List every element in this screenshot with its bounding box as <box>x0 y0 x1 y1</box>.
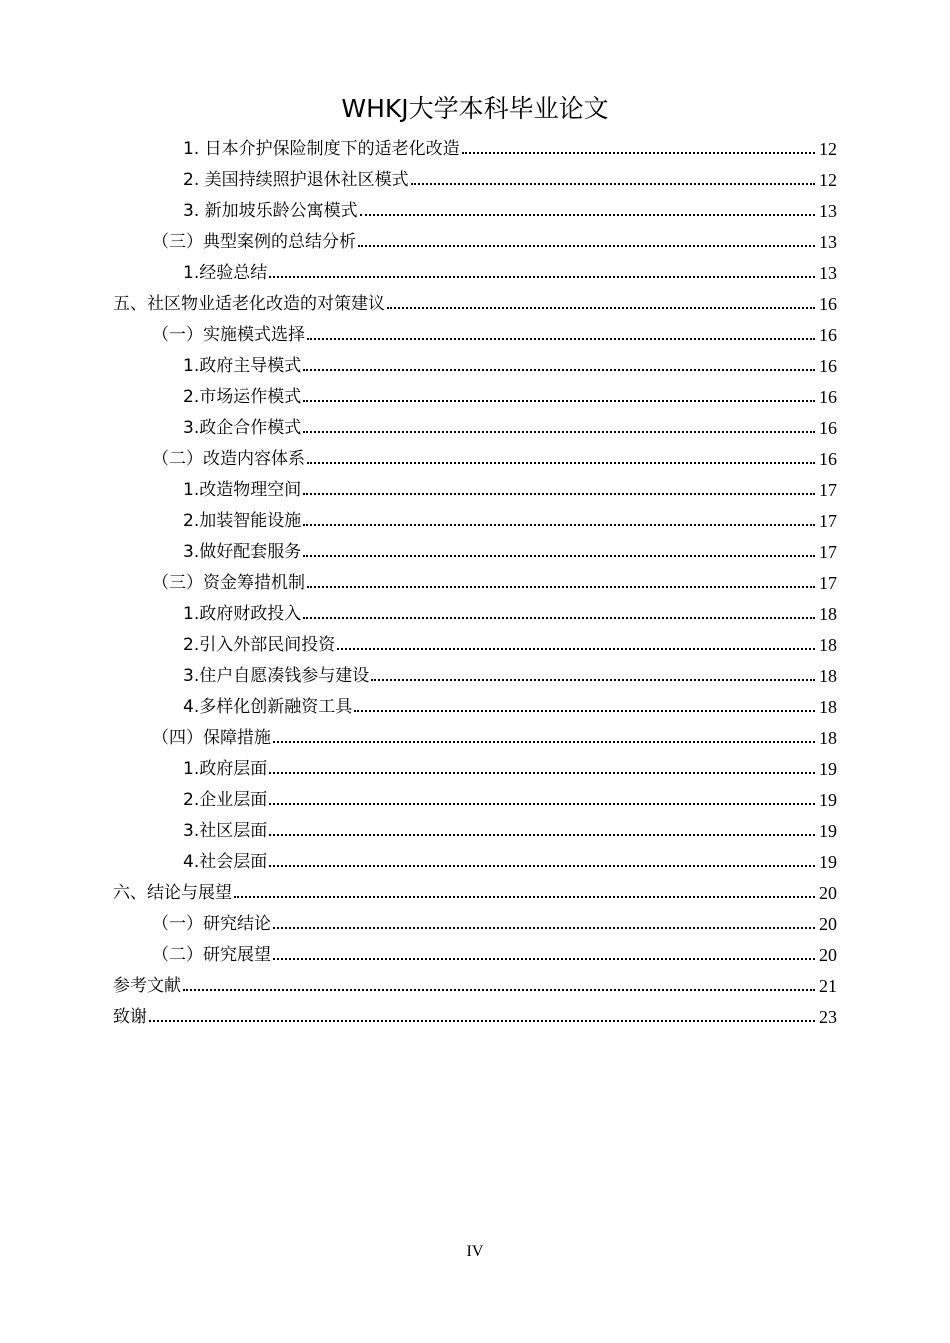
toc-entry-page-number: 21 <box>819 976 837 996</box>
toc-entry-page-number: 18 <box>819 666 837 686</box>
toc-leader-dots <box>303 400 815 402</box>
toc-entry[interactable] <box>152 909 837 940</box>
toc-entry-page-number: 16 <box>819 449 837 469</box>
toc-leader-dots <box>234 896 815 898</box>
toc-entry-title: （二）研究展望 <box>152 945 271 965</box>
toc-entry-title: 4.多样化创新融资工具 <box>183 697 353 717</box>
toc-entry-page-number: 18 <box>819 604 837 624</box>
toc-entry[interactable] <box>183 165 837 196</box>
toc-entry[interactable] <box>183 134 837 165</box>
toc-entry-title: 五、社区物业适老化改造的对策建议 <box>113 294 385 314</box>
toc-leader-dots <box>354 710 815 712</box>
toc-entry-title: 2.市场运作模式 <box>183 387 302 407</box>
toc-entry-page-number: 19 <box>819 852 837 872</box>
toc-entry-page-number: 23 <box>819 1007 837 1027</box>
toc-entry[interactable] <box>113 1002 837 1033</box>
toc-entry-title: 六、结论与展望 <box>113 883 232 903</box>
toc-entry[interactable] <box>183 599 837 630</box>
toc-entry-title: （三）典型案例的总结分析 <box>152 232 356 252</box>
toc-leader-dots <box>411 183 815 185</box>
toc-entry-page-number: 12 <box>819 139 837 159</box>
toc-entry[interactable] <box>183 816 837 847</box>
toc-entry[interactable] <box>183 475 837 506</box>
toc-leader-dots <box>358 245 815 247</box>
toc-entry-page-number: 16 <box>819 356 837 376</box>
toc-entry[interactable] <box>183 754 837 785</box>
toc-leader-dots <box>307 338 815 340</box>
toc-entry-page-number: 16 <box>819 387 837 407</box>
toc-entry[interactable] <box>183 351 837 382</box>
toc-entry-title: 2.加装智能设施 <box>183 511 302 531</box>
toc-leader-dots <box>307 462 815 464</box>
toc-leader-dots <box>273 927 815 929</box>
toc-entry-page-number: 20 <box>819 945 837 965</box>
toc-entry-page-number: 18 <box>819 697 837 717</box>
toc-entry[interactable] <box>152 568 837 599</box>
toc-entry[interactable] <box>183 382 837 413</box>
toc-entry[interactable] <box>183 258 837 289</box>
toc-entry[interactable] <box>183 630 837 661</box>
toc-entry-page-number: 17 <box>819 480 837 500</box>
toc-entry-title: 3.住户自愿凑钱参与建设 <box>183 666 370 686</box>
toc-entry-title: （二）改造内容体系 <box>152 449 305 469</box>
toc-entry-page-number: 16 <box>819 418 837 438</box>
toc-entry-title: 2.企业层面 <box>183 790 268 810</box>
toc-entry-title: 1. 日本介护保险制度下的适老化改造 <box>183 139 460 159</box>
toc-entry-page-number: 16 <box>819 325 837 345</box>
toc-entry-title: （三）资金筹措机制 <box>152 573 305 593</box>
toc-entry-title: 1.政府财政投入 <box>183 604 302 624</box>
toc-entry-page-number: 17 <box>819 573 837 593</box>
toc-entry-title: 参考文献 <box>113 976 181 996</box>
page-number: IV <box>466 1243 484 1260</box>
toc-leader-dots <box>303 524 815 526</box>
toc-entry-title: 3.做好配套服务 <box>183 542 302 562</box>
toc-entry-page-number: 18 <box>819 728 837 748</box>
toc-entry-title: 1.政府层面 <box>183 759 268 779</box>
toc-leader-dots <box>183 989 815 991</box>
toc-entry[interactable] <box>183 661 837 692</box>
toc-entry-title: 3. 新加坡乐龄公寓模式 <box>183 201 358 221</box>
toc-entry-title: 1.改造物理空间 <box>183 480 302 500</box>
toc-entry[interactable] <box>113 289 837 320</box>
toc-entry-title: 3.社区层面 <box>183 821 268 841</box>
toc-entry[interactable] <box>183 537 837 568</box>
toc-leader-dots <box>387 307 815 309</box>
toc-entry[interactable] <box>113 971 837 1002</box>
toc-entry[interactable] <box>183 692 837 723</box>
toc-leader-dots <box>303 431 815 433</box>
toc-entry[interactable] <box>152 444 837 475</box>
toc-leader-dots <box>337 648 815 650</box>
toc-entry[interactable] <box>152 320 837 351</box>
toc-leader-dots <box>303 617 815 619</box>
toc-entry-page-number: 13 <box>819 232 837 252</box>
toc-entry[interactable] <box>152 940 837 971</box>
toc-leader-dots <box>371 679 815 681</box>
toc-leader-dots <box>269 772 815 774</box>
toc-leader-dots <box>273 958 815 960</box>
toc-entry-page-number: 18 <box>819 635 837 655</box>
toc-entry[interactable] <box>113 878 837 909</box>
toc-leader-dots <box>269 803 815 805</box>
page-header-title: WHKJ大学本科毕业论文 <box>341 94 609 123</box>
toc-entry-title: 2.引入外部民间投资 <box>183 635 336 655</box>
toc-leader-dots <box>303 493 815 495</box>
toc-entry-page-number: 20 <box>819 883 837 903</box>
toc-entry-page-number: 17 <box>819 511 837 531</box>
toc-leader-dots <box>303 369 815 371</box>
toc-entry-title: （一）实施模式选择 <box>152 325 305 345</box>
toc-leader-dots <box>269 276 815 278</box>
toc-entry-page-number: 20 <box>819 914 837 934</box>
toc-entry-title: 致谢 <box>113 1007 147 1027</box>
toc-leader-dots <box>269 834 815 836</box>
toc-entry-title: 2. 美国持续照护退休社区模式 <box>183 170 409 190</box>
toc-entry-title: 4.社会层面 <box>183 852 268 872</box>
toc-entry[interactable] <box>152 227 837 258</box>
toc-entry[interactable] <box>183 785 837 816</box>
toc-leader-dots <box>462 152 815 154</box>
toc-entry[interactable] <box>152 723 837 754</box>
toc-entry[interactable] <box>183 506 837 537</box>
toc-entry-page-number: 19 <box>819 821 837 841</box>
toc-leader-dots <box>360 214 815 216</box>
toc-entry-title: （四）保障措施 <box>152 728 271 748</box>
toc-entry[interactable] <box>183 847 837 878</box>
toc-entry-title: 3.政企合作模式 <box>183 418 302 438</box>
toc-entry-title: 1.经验总结 <box>183 263 268 283</box>
toc-entry[interactable] <box>183 413 837 444</box>
toc-leader-dots <box>149 1020 815 1022</box>
toc-entry-page-number: 16 <box>819 294 837 314</box>
toc-leader-dots <box>307 586 815 588</box>
toc-entry-title: （一）研究结论 <box>152 914 271 934</box>
toc-leader-dots <box>303 555 815 557</box>
toc-leader-dots <box>269 865 815 867</box>
toc-entry-page-number: 17 <box>819 542 837 562</box>
toc-entry-page-number: 19 <box>819 759 837 779</box>
toc-entry-title: 1.政府主导模式 <box>183 356 302 376</box>
toc-entry[interactable] <box>183 196 837 227</box>
toc-leader-dots <box>273 741 815 743</box>
toc-entry-page-number: 13 <box>819 263 837 283</box>
toc-entry-page-number: 13 <box>819 201 837 221</box>
toc-entry-page-number: 12 <box>819 170 837 190</box>
toc-entry-page-number: 19 <box>819 790 837 810</box>
